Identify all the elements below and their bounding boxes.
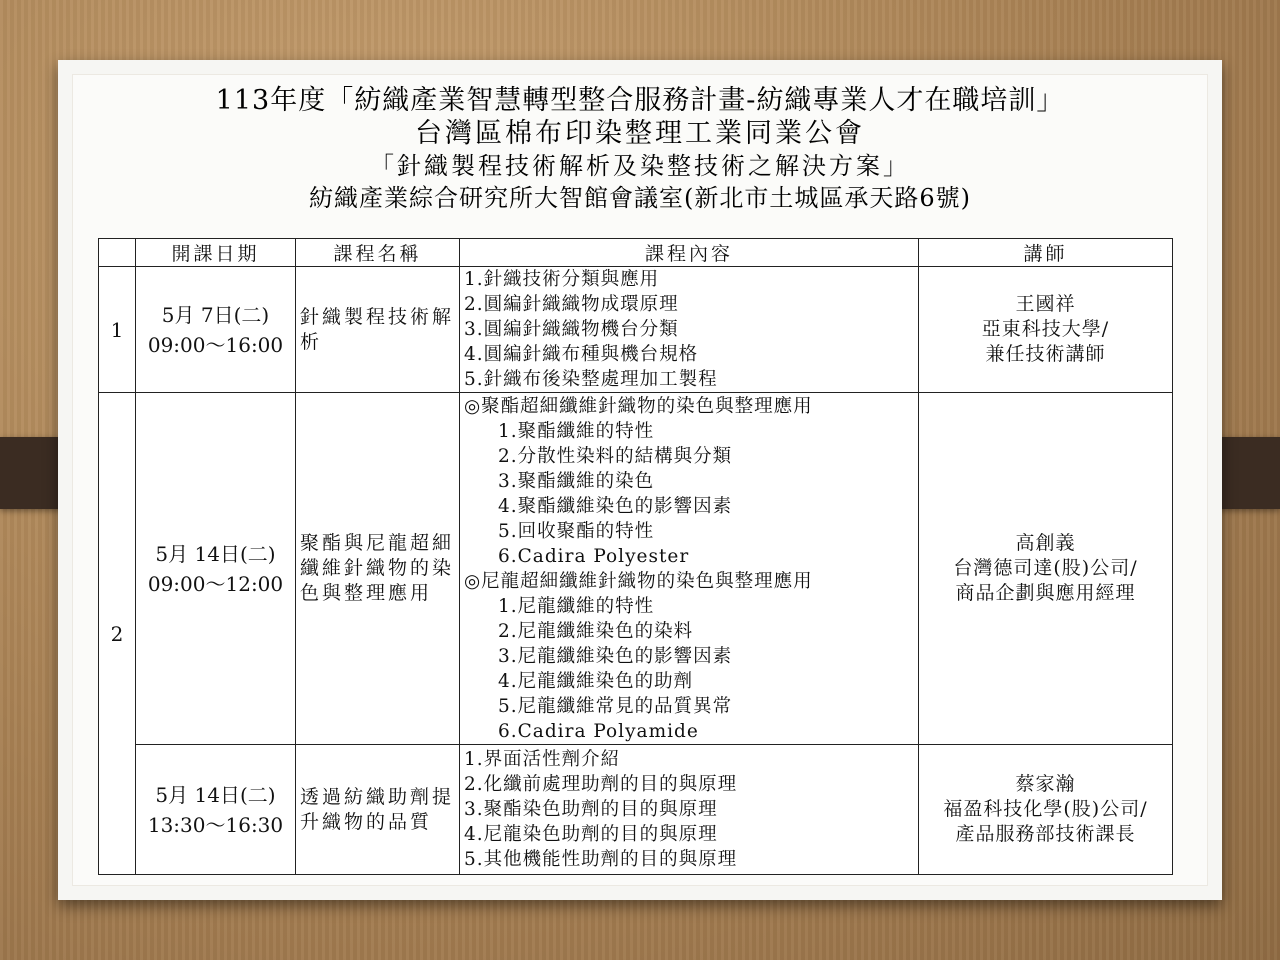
course-time: 13:30～16:30: [147, 812, 284, 837]
content-line: 4.尼龍染色助劑的目的與原理: [464, 824, 718, 845]
teacher-title: 兼任技術講師: [985, 343, 1106, 365]
content-line: 1.尼龍纖維的特性: [498, 595, 655, 617]
course-date: 5月 14日(二): [155, 541, 276, 566]
course-name: 透過紡織助劑提升織物的品質: [296, 745, 460, 875]
content-line: 2.化纖前處理助劑的目的與原理: [464, 774, 738, 795]
teacher-affiliation: 台灣德司達(股)公司/: [953, 557, 1138, 579]
table-row: [99, 745, 1173, 875]
content-section-heading: ◎尼龍超細纖維針織物的染色與整理應用: [464, 570, 813, 592]
course-content: [460, 267, 919, 393]
header-no: [99, 239, 136, 267]
content-line: 6.Cadira Polyamide: [498, 720, 699, 742]
header-teacher: 講師: [919, 239, 1173, 267]
table-row: [99, 267, 1173, 393]
teacher-affiliation: 福盈科技化學(股)公司/: [943, 798, 1148, 820]
content-line: 3.圓編針織織物機台分類: [464, 319, 679, 340]
course-name: 聚酯與尼龍超細纖維針織物的染色與整理應用: [296, 393, 460, 745]
course-date: 5月 7日(二): [161, 302, 270, 327]
teacher-title: 產品服務部技術課長: [955, 823, 1136, 845]
venue: 紡織產業綜合研究所大智館會議室(新北市土城區承天路6號): [309, 184, 971, 212]
content-line: 4.尼龍纖維染色的助劑: [498, 670, 694, 692]
content-line: 6.Cadira Polyester: [498, 545, 690, 567]
teacher-cell: [919, 393, 1173, 745]
teacher-name: 蔡家瀚: [1015, 773, 1076, 795]
course-time: 09:00～16:00: [147, 332, 284, 357]
course-content: [460, 745, 919, 875]
table-header-row: [99, 239, 1173, 267]
course-date: 5月 14日(二): [155, 782, 276, 807]
course-name: 針織製程技術解析: [296, 267, 460, 393]
content-line: 5.回收聚酯的特性: [498, 520, 655, 542]
content-line: 3.尼龍纖維染色的影響因素: [498, 645, 733, 667]
teacher-title: 商品企劃與應用經理: [955, 582, 1136, 604]
header-content: 課程內容: [460, 239, 919, 267]
content-line: 3.聚酯纖維的染色: [498, 470, 655, 492]
teacher-cell: [919, 745, 1173, 875]
teacher-cell: [919, 267, 1173, 393]
content-line: 5.針織布後染整處理加工製程: [464, 369, 718, 390]
row-number: 2: [99, 393, 136, 875]
teacher-affiliation: 亞東科技大學/: [981, 318, 1110, 340]
date-cell: [136, 267, 296, 393]
content-line: 3.聚酯染色助劑的目的與原理: [464, 799, 718, 820]
header-course-name: 課程名稱: [296, 239, 460, 267]
table-row: [99, 393, 1173, 745]
content-line: 4.聚酯纖維染色的影響因素: [498, 495, 733, 517]
content-section-heading: ◎聚酯超細纖維針織物的染色與整理應用: [464, 395, 813, 417]
row-number: 1: [99, 267, 136, 393]
organizer-name: 台灣區棉布印染整理工業同業公會: [415, 118, 865, 149]
course-schedule-table: [98, 238, 1173, 875]
content-line: 1.聚酯纖維的特性: [498, 420, 655, 442]
program-title: 113年度「紡織產業智慧轉型整合服務計畫-紡織專業人才在職培訓」: [215, 85, 1065, 116]
course-time: 09:00～12:00: [147, 571, 284, 596]
slide-header: [58, 84, 1222, 214]
content-line: 2.尼龍纖維染色的染料: [498, 620, 694, 642]
content-line: 2.圓編針織織物成環原理: [464, 294, 679, 315]
content-line: 2.分散性染料的結構與分類: [498, 445, 733, 467]
content-line: 5.尼龍纖維常見的品質異常: [498, 695, 733, 717]
content-line: 1.針織技術分類與應用: [464, 269, 660, 290]
teacher-name: 王國祥: [1015, 293, 1076, 315]
course-series-title: 「針織製程技術解析及染整技術之解決方案」: [370, 152, 910, 180]
header-date: 開課日期: [136, 239, 296, 267]
content-line: 1.界面活性劑介紹: [464, 749, 621, 770]
content-line: 5.其他機能性助劑的目的與原理: [464, 849, 738, 870]
date-cell: [136, 393, 296, 745]
course-content: [460, 393, 919, 745]
teacher-name: 高創義: [1015, 532, 1076, 554]
date-cell: [136, 745, 296, 875]
content-line: 4.圓編針織布種與機台規格: [464, 344, 699, 365]
